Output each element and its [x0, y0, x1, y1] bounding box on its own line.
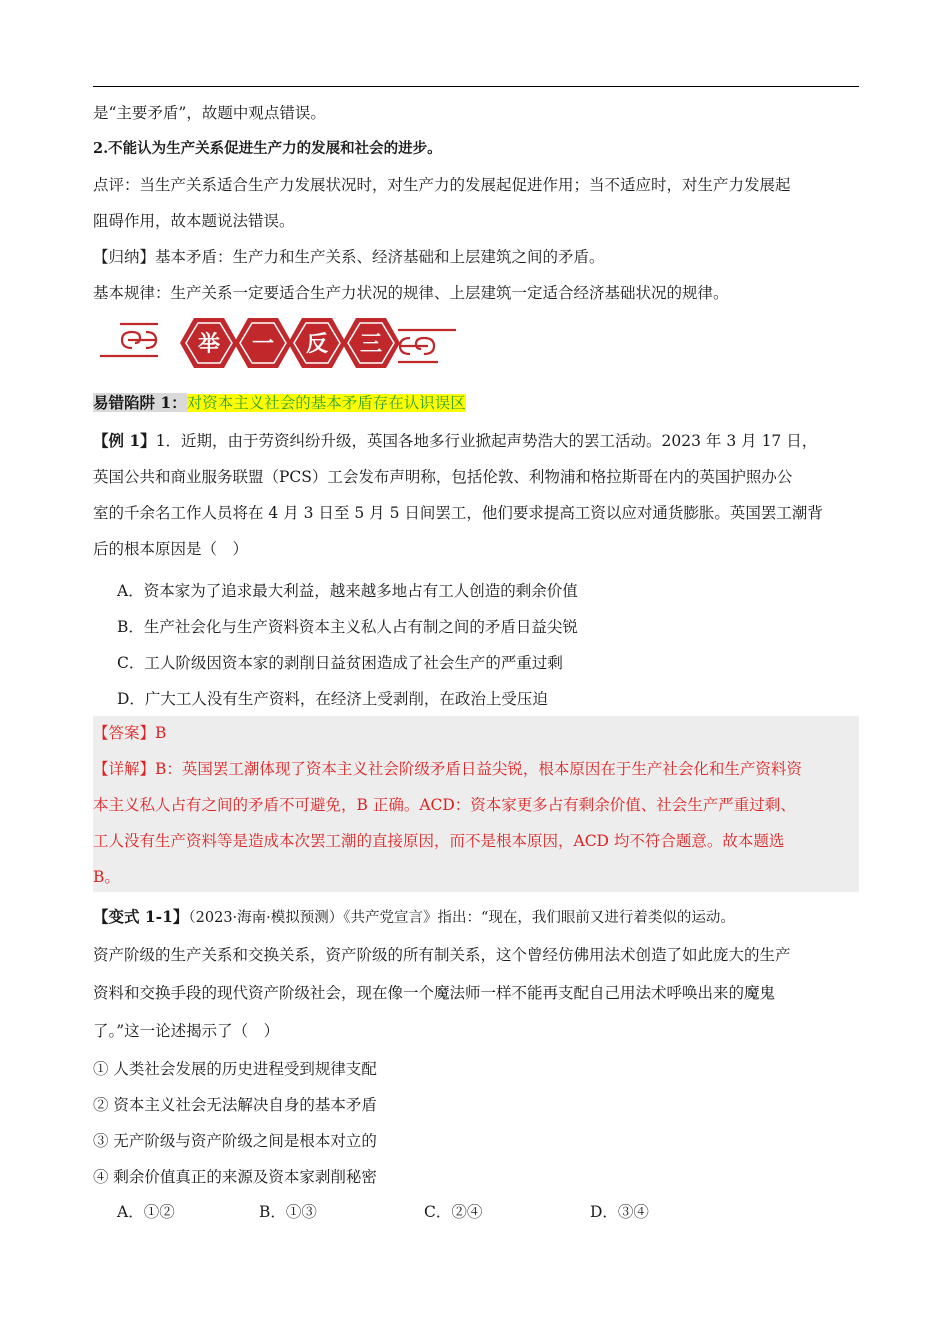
choice-c: C．②④ — [424, 1203, 483, 1221]
example-line-4: 后的根本原因是（ ） — [93, 540, 249, 558]
variant-line-3: 资料和交换手段的现代资产阶级社会，现在像一个魔法师一样不能再支配自己用法术呼唤出来的魔鬼 — [93, 984, 776, 1002]
detail-line-1: 【详解】B：英国罢工潮体现了资本主义社会阶级矛盾日益尖锐，根本原因在于生产社会化和生产资料资 — [93, 760, 802, 778]
banner-char-3: 反 — [305, 332, 329, 357]
comment-line-2: 阻碍作用，故本题说法错误。 — [93, 212, 295, 230]
choice-row — [93, 1200, 859, 1222]
detail-line-4: B。 — [93, 868, 120, 886]
option-b: B．生产社会化与生产资料资本主义私人占有制之间的矛盾日益尖锐 — [117, 618, 578, 636]
variant-tag: 【变式 1-1】 — [93, 907, 189, 926]
trap-label: 易错陷阱 1： — [93, 393, 187, 412]
example-line-1 — [93, 430, 817, 452]
left-cloud-ornament — [100, 324, 158, 356]
detail-line-3: 工人没有生产资料等是造成本次罢工潮的直接原因，而不是根本原因，ACD 均不符合题意。故本题选 — [93, 832, 785, 850]
option-a: A．资本家为了追求最大利益，越来越多地占有工人创造的剩余价值 — [117, 582, 578, 600]
banner-char-2: 一 — [251, 332, 275, 357]
variant-line-4: 了。”这一论述揭示了（ ） — [93, 1022, 280, 1040]
summary-line-2: 基本规律：生产关系一定要适合生产力状况的规律、上层建筑一定适合经济基础状况的规律。 — [93, 284, 729, 302]
point-2-title: 2.不能认为生产关系促进生产力的发展和社会的进步。 — [93, 140, 442, 157]
answer-block — [93, 716, 859, 892]
choice-a: A．①② — [117, 1203, 175, 1221]
choice-d: D．③④ — [590, 1203, 649, 1221]
example-tag: 【例 1】 — [93, 431, 156, 450]
option-c: C．工人阶级因资本家的剥削日益贫困造成了社会生产的严重过剩 — [117, 654, 563, 672]
banner-char-4: 三 — [359, 332, 383, 357]
choice-b: B．①③ — [259, 1203, 317, 1221]
example-line-3: 室的千余名工作人员将在 4 月 3 日至 5 月 5 日间罢工，他们要求提高工资以应对通货膨胀。英国罢工潮背 — [93, 504, 823, 522]
example-text-1: 1．近期，由于劳资纠纷升级，英国各地多行业掀起声势浩大的罢工活动。2023 年 3 月 17 日， — [155, 432, 818, 450]
banner-char-1: 举 — [197, 332, 221, 357]
variant-line-2: 资产阶级的生产关系和交换关系，资产阶级的所有制关系，这个曾经仿佛用法术创造了如此庞大的生产 — [93, 946, 791, 964]
statement-3: ③ 无产阶级与资产阶级之间是根本对立的 — [93, 1132, 377, 1150]
trap-heading — [93, 392, 466, 414]
answer-line: 【答案】B — [93, 724, 167, 742]
variant-line-1 — [93, 906, 735, 929]
right-cloud-ornament — [398, 330, 456, 362]
option-d: D．广大工人没有生产资料，在经济上受剥削，在政治上受压迫 — [117, 690, 548, 708]
statement-1: ① 人类社会发展的历史进程受到规律支配 — [93, 1060, 377, 1078]
variant-text-1: （2023·海南·模拟预测）《共产党宣言》指出：“现在，我们眼前又进行着类似的运动。 — [188, 910, 735, 926]
summary-line-1: 【归纳】基本矛盾：生产力和生产关系、经济基础和上层建筑之间的矛盾。 — [93, 248, 605, 266]
statement-4: ④ 剩余价值真正的来源及资本家剥削秘密 — [93, 1168, 377, 1186]
trap-text: 对资本主义社会的基本矛盾存在认识误区 — [186, 394, 466, 412]
comment-line-1: 点评：当生产关系适合生产力发展状况时，对生产力的发展起促进作用；当不适应时，对生产力发展起 — [93, 176, 791, 194]
detail-line-2: 本主义私人占有之间的矛盾不可避免，B 正确。ACD：资本家更多占有剩余价值、社会生产严重过剩、 — [93, 796, 796, 814]
header-rule — [93, 86, 859, 87]
example-line-2: 英国公共和商业服务联盟（PCS）工会发布声明称，包括伦敦、利物浦和格拉斯哥在内的英国护照办公 — [93, 468, 793, 486]
intro-line: 是“主要矛盾”，故题中观点错误。 — [93, 104, 326, 122]
ju-yi-fan-san-banner — [98, 312, 458, 374]
statement-2: ② 资本主义社会无法解决自身的基本矛盾 — [93, 1096, 377, 1114]
